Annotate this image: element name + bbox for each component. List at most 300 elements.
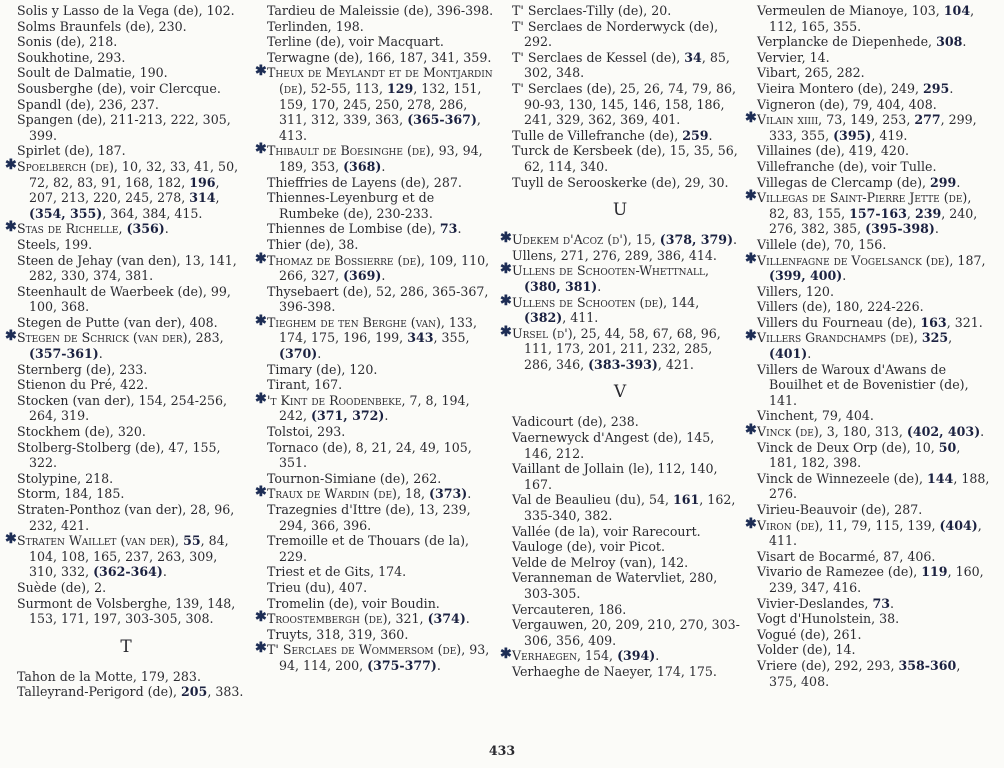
bold-page-ref: 157-163	[849, 205, 907, 221]
asterisk-icon: ✱	[5, 328, 17, 345]
index-entry	[255, 611, 495, 627]
index-entry	[745, 143, 990, 159]
entry-name: Vigneron (de),	[757, 96, 849, 112]
page-refs: , 240, 276, 382, 385,	[769, 205, 978, 237]
index-entry	[745, 471, 990, 502]
index-entry	[745, 330, 990, 361]
index-entry	[745, 658, 990, 689]
page-refs: 15,	[631, 232, 660, 248]
index-entry	[5, 377, 247, 393]
page-refs: 11, 79, 115, 139,	[823, 517, 940, 533]
bold-page-ref: (371, 372)	[311, 408, 385, 424]
entry-name: Stockhem (de),	[17, 424, 114, 440]
entry-name: Tornaco (de),	[267, 439, 352, 455]
index-entry	[255, 596, 495, 612]
index-entry	[5, 424, 247, 440]
entry-name: Vinck de Winnezeele (de),	[757, 470, 924, 486]
entry-name: Thieffries de Layens (de),	[267, 174, 430, 190]
index-entry	[255, 34, 495, 50]
entry-name: Veranneman de Watervliet,	[512, 570, 686, 586]
index-entry	[745, 50, 990, 66]
page-refs: 8, 21, 24, 49, 105, 351.	[279, 439, 472, 471]
entry-name: Storm,	[17, 486, 61, 502]
entry-name: Vinck de Deux Orp (de),	[757, 439, 911, 455]
index-entry	[5, 440, 247, 471]
bold-page-ref: 55	[183, 533, 201, 549]
index-entry	[5, 143, 247, 159]
entry-name: Villenfagne de Vogelsanck (de),	[757, 252, 954, 268]
index-entry	[745, 627, 990, 643]
bold-page-ref: 308	[936, 34, 963, 50]
asterisk-icon: ✱	[745, 422, 757, 439]
index-entry	[500, 414, 740, 430]
entry-name: Villers,	[757, 283, 802, 299]
bold-page-ref: (357-361)	[29, 346, 99, 362]
page-refs: 10,	[910, 439, 939, 455]
page-refs: 422.	[116, 377, 149, 393]
page-refs: , 421.	[657, 356, 694, 372]
page-refs: 14.	[805, 49, 830, 65]
page-refs: 102.	[202, 3, 235, 18]
page-refs: , 411.	[769, 517, 982, 549]
page-refs: 10, 32, 33, 41, 50, 72, 82, 83, 91, 168, 182,	[29, 158, 239, 190]
page-refs: 396-398.	[432, 3, 494, 18]
index-entry	[500, 617, 740, 648]
index-entry	[500, 19, 740, 50]
page-refs: .	[956, 174, 961, 190]
page-refs: 318, 319, 360.	[312, 626, 409, 642]
asterisk-icon: ✱	[745, 515, 757, 532]
bold-page-ref: (378, 379)	[659, 232, 734, 248]
index-entry	[5, 81, 247, 97]
page-refs: 186.	[594, 601, 627, 617]
page-refs: ,	[215, 190, 220, 206]
index-entry	[500, 143, 740, 174]
page-refs: 292.	[524, 34, 553, 50]
index-entry	[500, 570, 740, 601]
page-refs: 38.	[334, 236, 359, 252]
page-refs: 20, 209, 210, 270, 303-306, 356, 409.	[524, 617, 740, 648]
bold-page-ref: (395-398)	[865, 221, 935, 237]
index-entry	[745, 284, 990, 300]
index-entry	[500, 263, 740, 294]
bold-page-ref: 50	[938, 439, 957, 455]
page-refs: 265, 282.	[800, 65, 865, 81]
index-entry	[5, 221, 247, 237]
page-refs: 14.	[831, 642, 856, 658]
index-entry	[745, 611, 990, 627]
index-entry	[500, 664, 740, 680]
entry-name: Sonis (de),	[17, 34, 86, 50]
page-refs: 293.	[313, 424, 346, 440]
index-entry	[5, 684, 247, 700]
index-entry	[745, 596, 990, 612]
index-entry	[255, 143, 495, 174]
page-refs: , 162, 335-340, 382.	[524, 492, 736, 524]
page-refs: , 383.	[207, 684, 244, 700]
index-entry	[745, 299, 990, 315]
bold-page-ref: 277	[914, 112, 941, 128]
index-entry	[500, 3, 740, 19]
entry-name: Virieu-Beauvoir (de),	[757, 502, 891, 517]
page-refs: 144,	[667, 294, 700, 310]
entry-name: Tromelin (de), voir Boudin.	[267, 595, 440, 611]
page-refs: 320.	[113, 424, 146, 440]
entry-name: Vermeulen de Mianoye,	[757, 3, 908, 18]
bold-page-ref: 73	[872, 595, 890, 611]
index-entry	[5, 362, 247, 378]
index-entry	[255, 312, 495, 362]
index-entry	[745, 564, 990, 595]
index-entry	[5, 393, 247, 424]
entry-name: Tolstoi,	[267, 424, 314, 440]
entry-name: Sousberghe (de), voir Clercque.	[17, 80, 221, 96]
bold-page-ref: 104	[943, 3, 971, 18]
index-entry	[745, 175, 990, 191]
page-refs: .	[436, 657, 441, 673]
page-refs: ,	[906, 205, 915, 221]
bold-page-ref: 343	[407, 330, 434, 346]
entry-name: Ullens de Schooten-Whettnall,	[512, 263, 709, 279]
index-column	[500, 3, 740, 680]
page-refs: 262.	[409, 470, 442, 486]
entry-name: Vivier-Deslandes,	[757, 595, 869, 611]
page-refs: 139, 148, 153, 171, 197, 303-305, 308.	[29, 595, 236, 627]
page-refs: 419, 420.	[844, 143, 909, 159]
index-entry	[500, 81, 740, 128]
page-refs: 154, 254-256, 264, 319.	[29, 392, 228, 424]
index-entry	[5, 284, 247, 315]
entry-name: Vibart,	[757, 65, 801, 81]
index-entry	[500, 461, 740, 492]
index-entry	[5, 580, 247, 596]
index-entry	[5, 97, 247, 113]
page-refs: 287.	[429, 174, 462, 190]
entry-name: Terlinden,	[267, 18, 332, 34]
bold-page-ref: (354, 355)	[29, 205, 103, 221]
page-refs: 87, 406.	[879, 548, 936, 564]
entry-name: Vervier,	[757, 49, 806, 65]
page-refs: , 207, 213, 220, 245, 278,	[29, 174, 220, 206]
index-entry	[500, 248, 740, 264]
bold-page-ref: 259	[682, 127, 709, 143]
page-refs: 28, 96, 232, 421.	[29, 502, 235, 533]
page-refs: , 413.	[279, 112, 481, 143]
page-refs: 82, 83, 155,	[769, 205, 850, 221]
page-refs: , 85, 302, 348.	[524, 49, 730, 81]
bold-page-ref: (365-367)	[407, 112, 477, 128]
index-entry	[745, 315, 990, 331]
entry-name: Thibault de Boesinghe (de),	[267, 143, 435, 159]
page-refs: 7, 8, 194, 242,	[279, 392, 470, 424]
index-entry	[255, 440, 495, 471]
page-refs: .	[465, 611, 470, 627]
page-refs: 25, 26, 74, 79, 86, 90-93, 130, 145, 146, 158, 186, 241, 329, 362, 369, 401.	[524, 80, 736, 128]
entry-name: Solms Braunfels (de),	[17, 18, 155, 34]
index-entry	[255, 284, 495, 315]
bold-page-ref: (402, 403)	[906, 424, 981, 440]
index-entry	[5, 112, 247, 143]
asterisk-icon: ✱	[255, 609, 267, 626]
entry-name: Verhaeghe de Naeyer,	[512, 663, 653, 679]
entry-name: Stas de Richelle,	[17, 221, 123, 237]
page-refs: .	[949, 80, 954, 96]
page-refs: .	[842, 268, 847, 284]
entry-name: Vilain xiiii,	[757, 112, 823, 128]
index-entry	[5, 533, 247, 580]
page-refs: , 160, 239, 347, 416.	[769, 564, 984, 595]
page-refs: .	[381, 268, 386, 284]
page-refs: 179, 283.	[136, 668, 201, 684]
asterisk-icon: ✱	[745, 110, 757, 127]
entry-name: Thiennes de Lombise (de),	[267, 221, 436, 237]
page-refs: 187,	[953, 252, 986, 268]
entry-name: Stegen de Putte (van der),	[17, 314, 186, 330]
entry-name: Vaernewyck d'Angest (de),	[512, 430, 683, 446]
entry-name: Vogué (de),	[757, 626, 830, 642]
page-refs: , 355,	[433, 330, 470, 346]
index-entry	[255, 65, 495, 143]
index-entry	[500, 539, 740, 555]
entry-name: Vivario de Ramezee (de),	[757, 564, 918, 580]
index-entry	[745, 362, 990, 409]
page-refs: , 364, 384, 415.	[102, 205, 203, 221]
entry-name: Vercauteren,	[512, 601, 595, 617]
index-entry	[255, 502, 495, 533]
page-refs: 120.	[345, 361, 378, 377]
entry-name: Tournon-Simiane (de),	[267, 470, 410, 486]
entry-name: Ullens,	[512, 247, 557, 263]
page-refs: 236, 237.	[94, 96, 159, 112]
page-refs: , 112, 165, 355.	[769, 3, 975, 34]
index-entry	[255, 580, 495, 596]
page-refs: 38.	[875, 611, 900, 627]
index-entry	[255, 642, 495, 673]
entry-name: Vaillant de Jollain (le),	[512, 461, 654, 477]
page-refs: ,	[948, 330, 953, 346]
index-entry	[500, 128, 740, 144]
asterisk-icon: ✱	[500, 230, 512, 247]
entry-name: Trazegnies d'Ittre (de),	[267, 502, 415, 517]
page-refs: .	[733, 232, 738, 248]
bold-page-ref: 325	[921, 330, 949, 346]
page-refs: 52-55, 113,	[306, 80, 387, 96]
page-refs: 13, 239, 294, 366, 396.	[279, 502, 471, 533]
entry-name: Villaines (de),	[757, 143, 845, 159]
page-refs: .	[98, 346, 103, 362]
index-entry	[500, 524, 740, 540]
page-refs: 199.	[60, 236, 93, 252]
page-refs: 233.	[115, 361, 148, 377]
page-refs: .	[655, 648, 660, 664]
entry-name: T' Serclaes de Norderwyck (de),	[512, 18, 719, 34]
bold-page-ref: (356)	[126, 221, 165, 237]
page-refs: 292, 293,	[830, 657, 899, 673]
index-entry	[255, 362, 495, 378]
bold-page-ref: 163	[920, 314, 947, 330]
asterisk-icon: ✱	[745, 328, 757, 345]
index-column	[255, 3, 495, 674]
entry-name: Solis y Lasso de la Vega (de),	[17, 3, 203, 18]
page-refs: 218.	[81, 470, 114, 486]
page-refs: 54,	[644, 492, 673, 508]
page-refs: .	[934, 221, 939, 237]
entry-name: Sternberg (de),	[17, 361, 116, 377]
page-refs: 187.	[93, 143, 126, 159]
entry-name: 't Kint de Roodenbeke,	[267, 392, 406, 408]
entry-name: Stolberg-Stolberg (de),	[17, 439, 165, 455]
index-entry	[745, 81, 990, 97]
page-refs: 73, 149, 253,	[822, 112, 915, 128]
index-entry	[745, 3, 990, 34]
index-entry	[255, 533, 495, 564]
asterisk-icon: ✱	[255, 390, 267, 407]
index-entry	[745, 440, 990, 471]
entry-name: Villefranche (de), voir Tulle.	[757, 158, 937, 174]
page-refs: 133, 174, 175, 196, 199,	[279, 314, 477, 346]
bold-page-ref: (368)	[343, 158, 382, 174]
index-entry	[255, 377, 495, 393]
index-entry	[745, 34, 990, 50]
section-letter: U	[612, 200, 628, 221]
page-refs: , 321.	[946, 314, 983, 330]
entry-name: T' Serclaes de Kessel (de),	[512, 49, 681, 65]
page-refs: , 419.	[871, 127, 908, 143]
index-entry	[5, 50, 247, 66]
page-refs: 15, 35, 56, 62, 114, 340.	[524, 143, 738, 174]
page-refs: 25, 44, 58, 67, 68, 96, 111, 173, 201, 211, 232, 285, 286, 346,	[524, 325, 721, 372]
page-refs: 79, 404, 408.	[848, 96, 937, 112]
bold-page-ref: (394)	[617, 648, 656, 664]
entry-name: Vieira Montero (de),	[757, 80, 887, 96]
entry-name: T' Serclaes (de),	[512, 80, 616, 96]
index-entry	[5, 315, 247, 331]
page-refs: .	[384, 408, 389, 424]
page-refs: 3, 180, 313,	[822, 424, 907, 440]
bold-page-ref: 73	[439, 221, 458, 237]
bold-page-ref: 314	[189, 190, 216, 206]
bold-page-ref: (374)	[427, 611, 466, 627]
asterisk-icon: ✱	[255, 141, 267, 158]
entry-name: Velde de Melroy (van),	[512, 554, 657, 570]
entry-name: Spangen (de),	[17, 112, 107, 128]
bold-page-ref: 299	[930, 174, 957, 190]
index-entry	[255, 424, 495, 440]
asterisk-icon: ✱	[5, 531, 17, 548]
bold-page-ref: (404)	[939, 517, 978, 533]
page-refs: 407.	[335, 579, 368, 595]
entry-name: Straten Waillet (van der),	[17, 533, 180, 549]
asterisk-icon: ✱	[255, 250, 267, 267]
entry-name: Trieu (du),	[267, 579, 336, 595]
bold-page-ref: (399, 400)	[769, 268, 843, 284]
entry-name: Triest et de Gits,	[267, 564, 375, 580]
entry-name: Vinchent,	[757, 408, 818, 424]
index-entry	[5, 486, 247, 502]
entry-name: Visart de Bocarmé,	[757, 548, 880, 564]
page-refs: .	[807, 346, 812, 362]
entry-name: Vinck (de),	[757, 424, 823, 440]
index-entry	[500, 602, 740, 618]
bold-page-ref: 161	[673, 492, 700, 508]
page-refs: 211-213, 222, 305, 399.	[29, 112, 231, 143]
entry-name: Villers Grandchamps (de),	[757, 330, 918, 346]
bold-page-ref: (375-377)	[367, 657, 437, 673]
page-refs: .	[381, 158, 386, 174]
bold-page-ref: (370)	[279, 346, 318, 362]
entry-name: Steenhault de Waerbeek (de),	[17, 283, 207, 299]
entry-name: Verplancke de Diepenhede,	[757, 34, 933, 50]
index-entry	[500, 555, 740, 571]
entry-name: Suède (de),	[17, 579, 91, 595]
page-refs: 112, 140, 167.	[524, 461, 718, 492]
page-refs: 249,	[886, 80, 924, 96]
index-entry	[745, 159, 990, 175]
page-refs: 52, 286, 365-367, 396-398.	[279, 283, 489, 315]
bold-page-ref: (369)	[343, 268, 382, 284]
entry-name: Stocken (van der),	[17, 392, 135, 408]
bold-page-ref: 239	[914, 205, 942, 221]
entry-name: Spoelberch (de),	[17, 158, 118, 174]
entry-name: Terwagne (de),	[267, 49, 364, 65]
entry-name: Villegas de Clercamp (de),	[757, 174, 927, 190]
bold-page-ref: (362-364)	[93, 564, 163, 580]
index-entry	[255, 564, 495, 580]
page-number: 433	[488, 743, 516, 758]
page-refs: 79, 404.	[817, 408, 874, 424]
page-refs: .	[708, 127, 713, 143]
page-refs: 20.	[647, 3, 672, 18]
index-entry	[255, 50, 495, 66]
page-refs: 229.	[279, 548, 308, 564]
page-refs: .	[962, 34, 967, 50]
index-entry	[500, 50, 740, 81]
entry-name: Surmont de Volsberghe,	[17, 595, 172, 611]
entry-name: Spandl (de),	[17, 96, 95, 112]
asterisk-icon: ✱	[255, 640, 267, 657]
index-entry	[5, 19, 247, 35]
index-entry	[255, 471, 495, 487]
asterisk-icon: ✱	[500, 292, 512, 309]
page-refs: 18,	[400, 486, 429, 502]
page-refs: 47, 155, 322.	[29, 439, 221, 471]
entry-name: Ullens de Schooten (de),	[512, 294, 668, 310]
asterisk-icon: ✱	[500, 646, 512, 663]
page-refs: .	[597, 278, 602, 294]
index-entry	[500, 492, 740, 523]
page-refs: 145, 146, 212.	[524, 430, 715, 461]
entry-name: Vriere (de),	[757, 657, 831, 673]
page-refs: , 84, 104, 108, 165, 237, 263, 309, 310, 332,	[29, 533, 229, 580]
index-entry	[255, 221, 495, 237]
page-refs: 280, 303-305.	[524, 570, 718, 601]
page-refs: 184, 185.	[60, 486, 125, 502]
entry-name: Stolypine,	[17, 470, 82, 486]
bold-page-ref: 144	[927, 470, 954, 486]
entry-name: Tardieu de Maleissie (de),	[267, 3, 433, 18]
bold-page-ref: (383-393)	[588, 356, 658, 372]
index-entry	[5, 330, 247, 361]
entry-name: Villers (de),	[757, 299, 832, 315]
entry-name: Vallée (de la), voir Rarecourt.	[512, 523, 701, 539]
index-entry	[500, 648, 740, 664]
page-refs: 166, 187, 341, 359.	[363, 49, 492, 65]
entry-name: Spirlet (de),	[17, 143, 94, 159]
asterisk-icon: ✱	[745, 188, 757, 205]
page-refs: 321,	[391, 611, 428, 627]
page-refs: 218.	[85, 34, 118, 50]
entry-name: T' Serclaes de Wommersom (de),	[267, 642, 466, 658]
